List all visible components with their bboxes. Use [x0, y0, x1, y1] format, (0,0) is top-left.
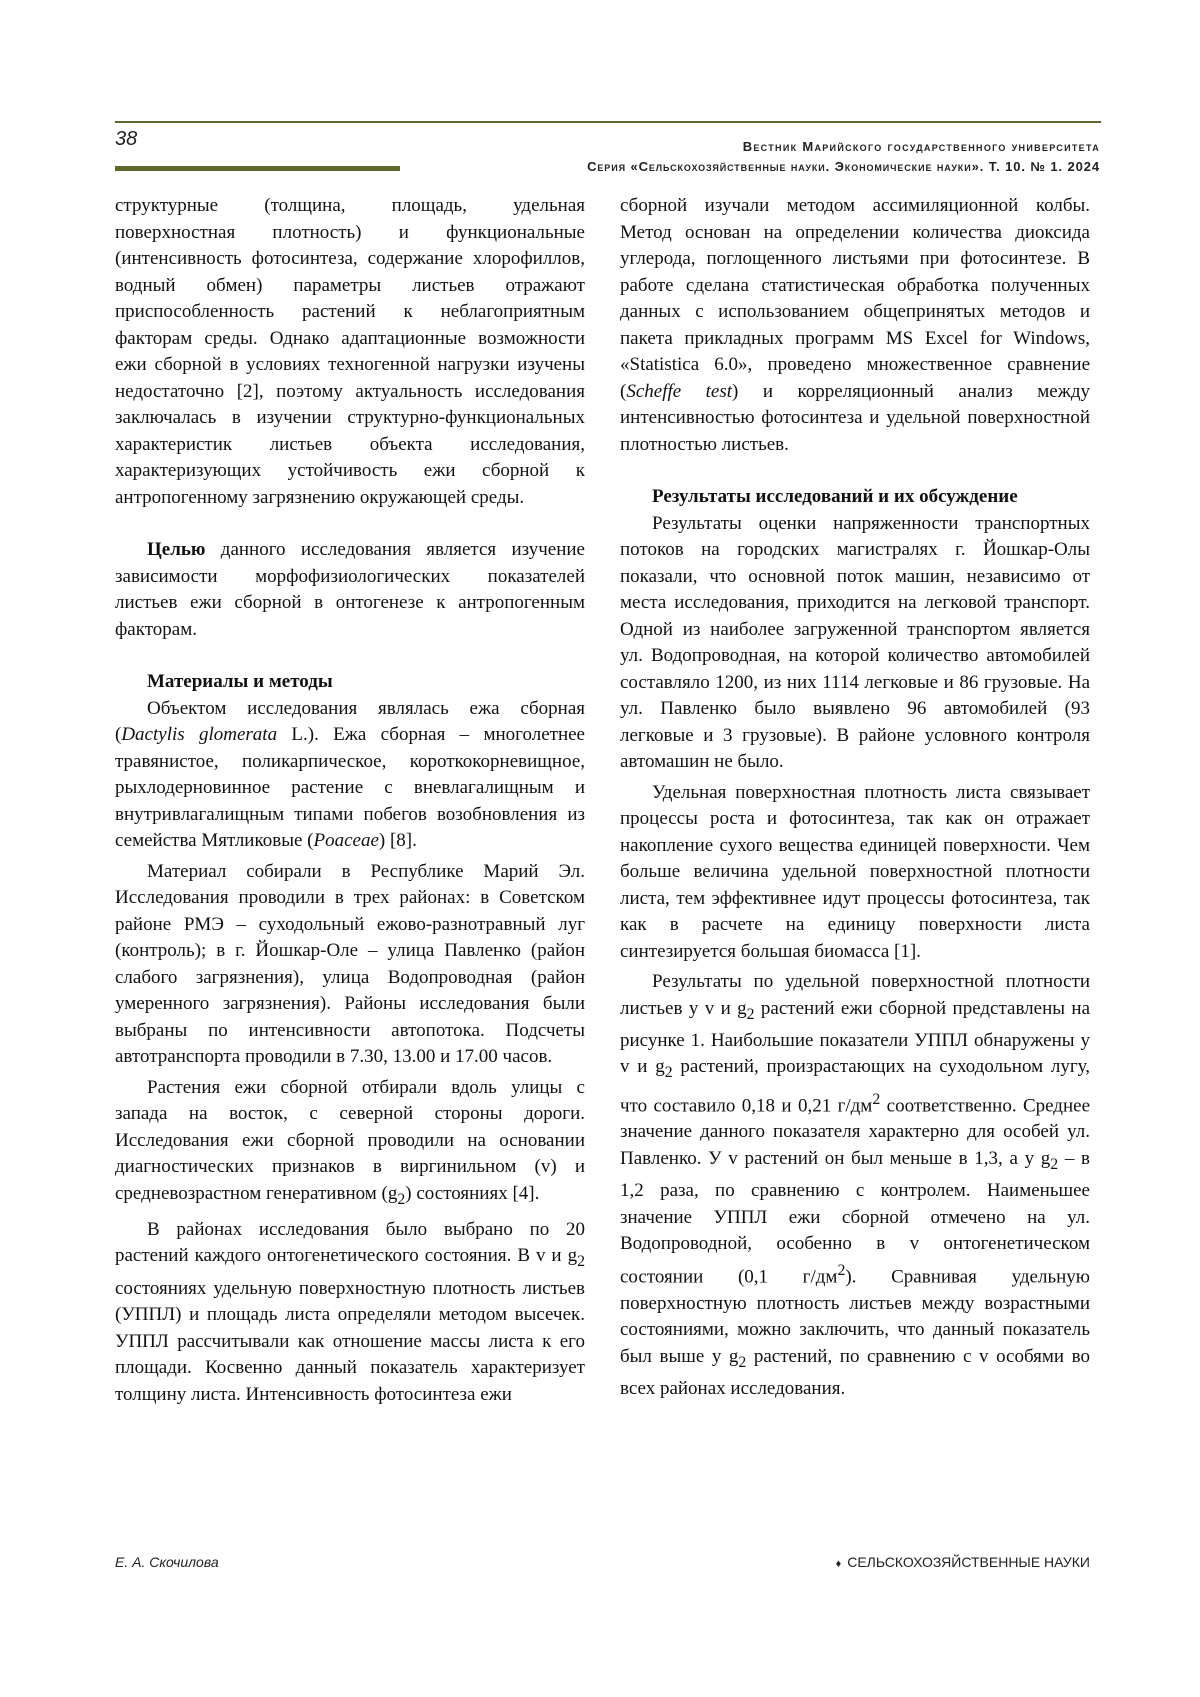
subscript: 2	[664, 1064, 673, 1082]
series-title: Серия «Сельскохозяйственные науки. Экономические науки». Т. 10. № 1. 2024	[587, 159, 1100, 174]
header-band	[115, 166, 400, 171]
journal-title: Вестник Марийского государственного университета	[742, 139, 1100, 154]
superscript: 2	[837, 1261, 846, 1279]
text-run: L.). Ежа сборная – многолетнее травянистое, поликарпическое, короткокорневищное, рыхлодерновинное растение с вневлагалищным и внутривлагалищным типами побегов возобновления из семейства Мятликовые (	[115, 724, 585, 851]
methods-heading: Материалы и методы	[147, 671, 333, 692]
text-run: Растения ежи сборной отбирали вдоль улицы с запада на восток, с северной стороны дороги. Исследования ежи сборной проводили на основании диагностических признаков в виргинильном (v) и средневозрастном генеративном (g	[115, 1076, 585, 1204]
text-run: – в 1,2 раза, по сравнению с контролем. Наименьшее значение УППЛ ежи сборной отмечено на ул. Водопроводной, особенно в v онтогенетическом состоянии (0,1 г/дм	[620, 1147, 1090, 1288]
header-rule	[115, 121, 1101, 123]
text-run: ) и корреляционный анализ между интенсивностью фотосинтеза и удельной поверхностной плотностью листьев.	[620, 380, 1090, 455]
text-run: сборной изучали методом ассимиляционной колбы. Метод основан на определении количества диоксида углерода, поглощенного листьями при фотосинтезе. В работе сделана статистическая обработка полученных данных с использованием общепринятых методов и пакета прикладных программ MS Excel for Windows, «Statistica 6.0», проведено множественное сравнение (	[620, 195, 1090, 402]
page-number: 38	[115, 128, 138, 150]
text-run: ) [8].	[378, 830, 417, 851]
species-name: Dactylis glomerata	[121, 724, 278, 745]
footer-section-label: СЕЛЬСКОХОЗЯЙСТВЕННЫЕ НАУКИ	[847, 1554, 1090, 1570]
text-run: растений ежи сборной представлены на рисунке 1. Наибольшие показатели УППЛ обнаружены у v и g	[620, 997, 1091, 1078]
paragraph: Результаты оценки напряженности транспортных потоков на городских магистралях г. Йошкар-Олы показали, что основной поток машин, независимо от места исследования, приходится на легковой транспорт. Одной из наиболее загруженной транспортом является ул. Водопроводная, на которой количество автомобилей составляло 1200, из них 1114 легковые и 86 грузовые. На ул. Павленко было выявлено 96 автомобилей (93 легковые и 3 грузовые). В районе условного контроля автомашин не было.	[620, 512, 1090, 772]
text-run: растений, произрастающих на суходольном лугу, что составило 0,18 и 0,21 г/дм	[620, 1056, 1090, 1116]
paragraph: Материал собирали в Республике Марий Эл. Исследования проводили в трех районах: в Советском районе РМЭ – суходольный ежово-разнотравный луг (контроль); в г. Йошкар-Оле – улица Павленко (район слабого загрязнения), улица Водопроводная (район умеренного загрязнения). Районы исследования были выбраны по интенсивности автопотока. Подсчеты автотранспорта проводили в 7.30, 13.00 и 17.00 часов.	[115, 860, 585, 1067]
aim-paragraph	[115, 537, 585, 643]
paragraph	[115, 1075, 585, 1213]
subscript: 2	[577, 1253, 585, 1271]
subscript: 2	[746, 1005, 755, 1023]
text-run: ) состояниях [4].	[405, 1182, 540, 1204]
subscript: 2	[738, 1353, 747, 1371]
text-run: Результаты по удельной поверхностной плотности листьев у v и g	[620, 971, 1090, 1019]
paragraph: структурные (толщина, площадь, удельная поверхностная плотность) и функциональные (интенсивность фотосинтеза, содержание хлорофиллов, водный обмен) параметры листьев отражают приспособленность растений к неблагоприятным факторам среды. Однако адаптационные возможности ежи сборной в условиях техногенной нагрузки изучены недостаточно [2], поэтому актуальность исследования заключалась в изучении структурно-функциональных характеристик листьев объекта исследования, характеризующих устойчивость ежи сборной к антропогенному загрязнению окружающей среды.	[115, 195, 585, 508]
footer-section	[836, 1554, 1090, 1570]
subscript: 2	[1050, 1155, 1059, 1173]
paragraph	[115, 696, 585, 855]
superscript: 2	[872, 1090, 881, 1108]
left-column	[115, 193, 585, 1408]
text-run: состояниях удельную поверхностную плотность листьев (УППЛ) и площадь листа определяли методом высечек. УППЛ рассчитывали как отношение массы листа к его площади. Косвенно данный показатель характеризует толщину листа. Интенсивность фотосинтеза ежи	[115, 1277, 585, 1405]
aim-lead: Целью	[147, 539, 206, 560]
text-run: растений, по сравнению с v особями во всех районах исследования.	[620, 1345, 1090, 1399]
text-run: В районах исследования было выбрано по 20 растений каждого онтогенетического состояния. В v и g	[115, 1218, 585, 1267]
text-run: ). Сравнивая удельную поверхностную плотность листьев между возрастными состояниями, можно заключить, что данный показатель был выше у g	[620, 1266, 1090, 1367]
paragraph	[115, 1217, 585, 1408]
paragraph	[620, 193, 1090, 458]
paragraph	[620, 969, 1090, 1402]
family-name: Poaceae	[313, 830, 379, 851]
text-run: соответственно. Среднее значение данного показателя характерно для особей ул. Павленко. У v растений он был меньше в 1,3, а у g	[620, 1094, 1090, 1169]
subscript: 2	[397, 1190, 406, 1208]
results-heading: Результаты исследований и их обсуждение	[652, 486, 1018, 507]
text-run: Объектом исследования являлась ежа сборная (	[115, 697, 585, 745]
footer-author: Е. А. Скочилова	[115, 1554, 219, 1570]
aim-text: данного исследования является изучение зависимости морфофизиологических показателей листьев ежи сборной в онтогенезе к антропогенным факторам.	[115, 539, 585, 640]
paragraph: Удельная поверхностная плотность листа связывает процессы роста и фотосинтеза, так как он отражает накопление сухого вещества единицей поверхности. Чем больше величина удельной поверхностной плотности листа, тем эффективнее идут процессы фотосинтеза, так как в расчете на единицу поверхности листа синтезируется большая биомасса [1].	[620, 781, 1090, 962]
test-name: Scheffe test	[626, 380, 733, 402]
diamond-icon: ♦	[835, 1558, 842, 1570]
right-column	[620, 193, 1090, 1402]
